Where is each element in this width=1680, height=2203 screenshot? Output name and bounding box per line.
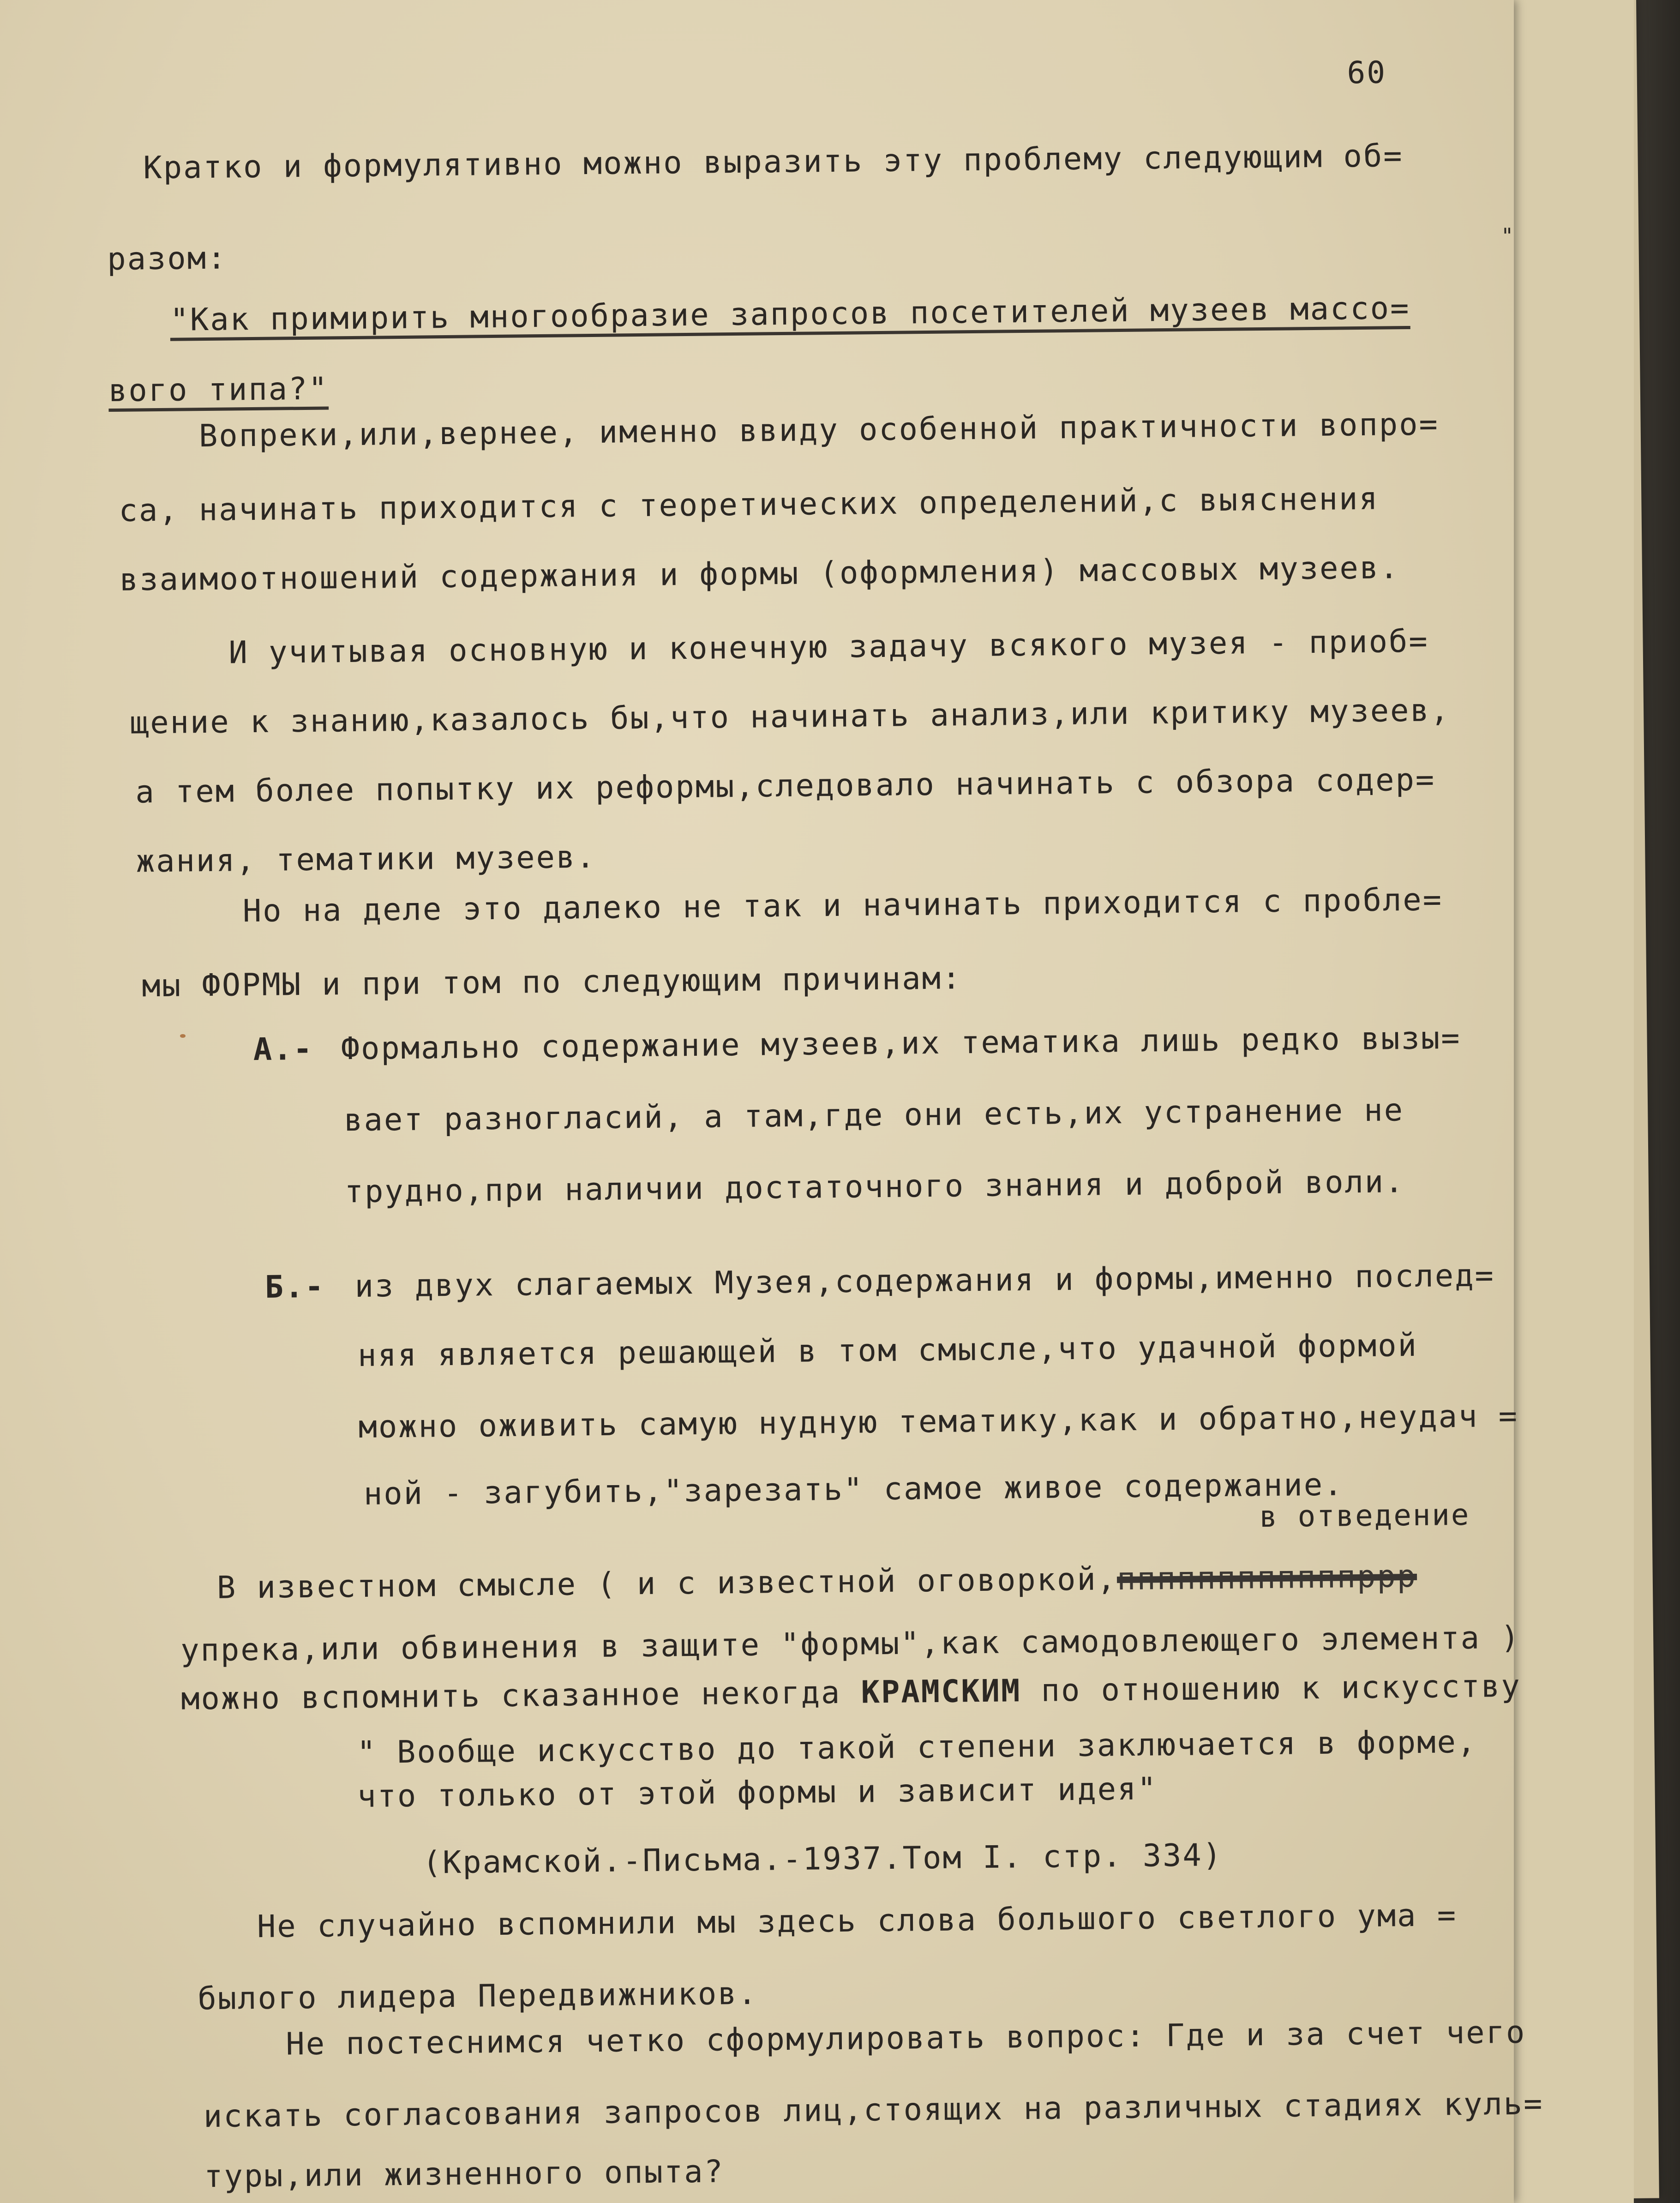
page-number: 60 — [1347, 54, 1387, 91]
quote-source: (Крамской.-Письма.-1937.Том I. стр. 334) — [422, 1837, 1223, 1881]
list-item-line: из двух слагаемых Музея,содержания и формы,именно послед= — [354, 1257, 1495, 1304]
struck-text: ппппппппппппррр — [1116, 1558, 1417, 1597]
text-line: Вопреки,или,вернее, именно ввиду особенной практичности вопро= — [198, 406, 1440, 454]
text-line: жания, тематики музеев. — [136, 838, 596, 879]
text-segment: можно вспомнить сказанное некогда — [180, 1674, 862, 1717]
text-line: Не постеснимся четко сформулировать вопрос: Где и за счет чего — [286, 2014, 1526, 2062]
text-segment: В известном смысле ( и с известной оговоркой, — [216, 1561, 1117, 1606]
list-item-line: ной - загубить,"зарезать" самое живое содержание. — [363, 1466, 1344, 1512]
margin-mark: " — [1500, 223, 1515, 249]
text-line — [180, 1667, 1522, 1717]
text-line: искать согласования запросов лиц,стоящих на различных стадиях куль= — [203, 2085, 1544, 2135]
list-marker-b: Б.- — [264, 1268, 325, 1305]
text-line: а тем более попытку их реформы,следовало начинать с обзора содер= — [135, 761, 1436, 810]
text-line: щение к знанию,казалось бы,что начинать анализ,или критику музеев, — [130, 692, 1451, 741]
text-line: са, начинать приходится с теоретических определений,с выяснения — [119, 480, 1380, 529]
list-item-line: Формально содержание музеев,их тематика лишь редко вызы= — [341, 1019, 1461, 1067]
text-line-underlined: вого типа?" — [108, 370, 329, 409]
text-line: мы ФОРМЫ и при том по следующим причинам: — [142, 960, 962, 1004]
text-line: разом: — [107, 240, 228, 277]
text-line: туры,или жизненного опыта? — [204, 2153, 725, 2195]
insertion-note: в отведение — [1259, 1498, 1470, 1535]
text-segment: по отношению к искусству — [1020, 1667, 1522, 1709]
list-item-line: можно оживить самую нудную тематику,как и обратно,неудач = — [358, 1397, 1519, 1445]
list-item-line: трудно,при наличии достаточного знания и доброй воли. — [344, 1163, 1405, 1210]
list-item-line: вает разногласий, а там,где они есть,их устранение не — [343, 1092, 1404, 1138]
text-line: Но на деле это далеко не так и начинать приходится с пробле= — [242, 881, 1443, 929]
quote-line: что только от этой формы и зависит идея" — [357, 1770, 1158, 1814]
text-line: былого лидера Передвижников. — [198, 1975, 758, 2017]
text-line: упрека,или обвинения в защите "формы",как самодовлеющего элемента ) — [180, 1619, 1521, 1668]
text-line: Кратко и формулятивно можно выразить эту проблему следующим об= — [143, 138, 1404, 186]
text-line: Не случайно вспомнили мы здесь слова большого светлого ума = — [257, 1897, 1458, 1945]
quote-line: " Вообще искусство до такой степени заключается в форме, — [356, 1723, 1477, 1770]
text-line: взаимоотношений содержания и формы (оформления) массовых музеев. — [119, 549, 1400, 598]
text-line — [216, 1558, 1417, 1606]
text-line: И учитывая основную и конечную задачу всякого музея - приоб= — [228, 623, 1429, 671]
list-item-line: няя является решающей в том смысле,что удачной формой — [357, 1327, 1418, 1373]
list-marker-a: А.- — [253, 1030, 314, 1068]
name-krmskoy: КРАМСКИМ — [861, 1673, 1021, 1710]
text-line-underlined: "Как примирить многообразие запросов посетителей музеев массо= — [170, 289, 1410, 338]
